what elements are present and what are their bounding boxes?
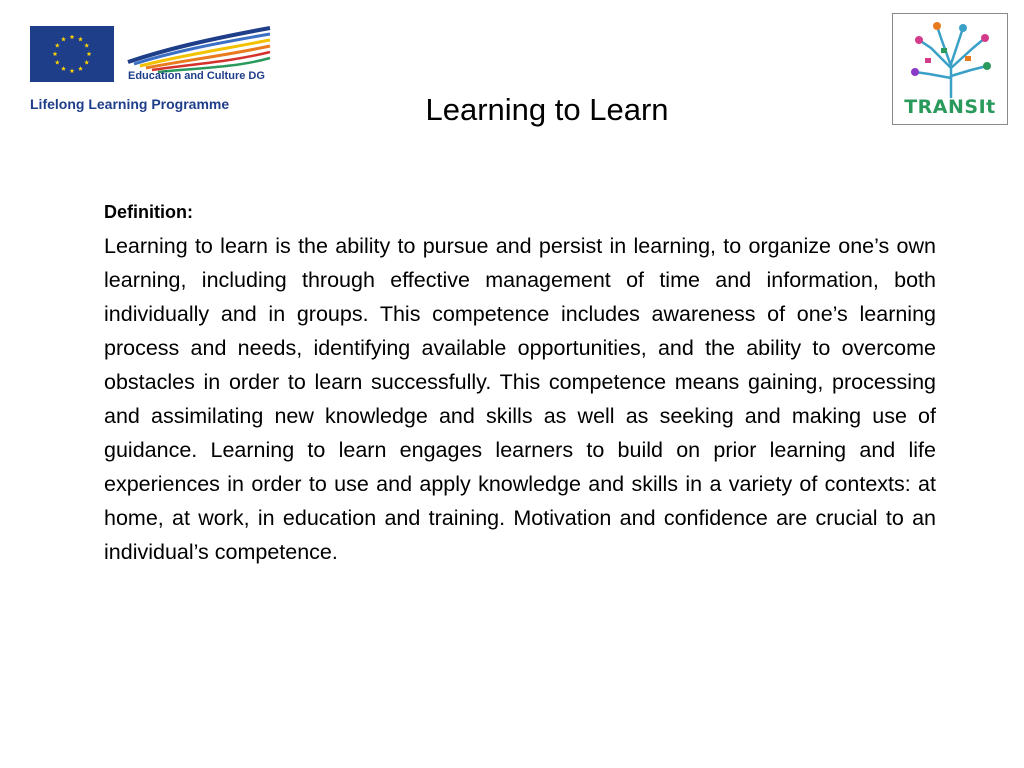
slide-content bbox=[104, 202, 936, 569]
slide-title: Learning to Learn bbox=[425, 92, 669, 127]
transit-wordmark: TRANSIt bbox=[904, 96, 996, 118]
llp-label: Lifelong Learning Programme bbox=[30, 96, 230, 112]
transit-tree-icon bbox=[901, 18, 1001, 98]
llp-swoosh-icon bbox=[124, 22, 274, 74]
definition-text: Learning to learn is the ability to pursue and persist in learning, to organize one’s own learning, including through effective management of time and information, both individually and in groups. This competence includes awareness of one’s learning process and needs, identifying available opportunities, and the ability to overcome obstacles in order to learn successfully. This competence means gaining, processing and assimilating new knowledge and skills as well as seeking and making use of guidance. Learning to learn engages learners to build on prior learning and life experiences in order to use and apply knowledge and skills in a variety of contexts: at home, at work, in education and training. Motivation and confidence are crucial to an individual’s competence. bbox=[104, 234, 936, 564]
edu-culture-label: Education and Culture DG bbox=[128, 70, 265, 82]
eu-flag-icon bbox=[30, 26, 114, 82]
definition-label: Definition: bbox=[104, 202, 193, 222]
